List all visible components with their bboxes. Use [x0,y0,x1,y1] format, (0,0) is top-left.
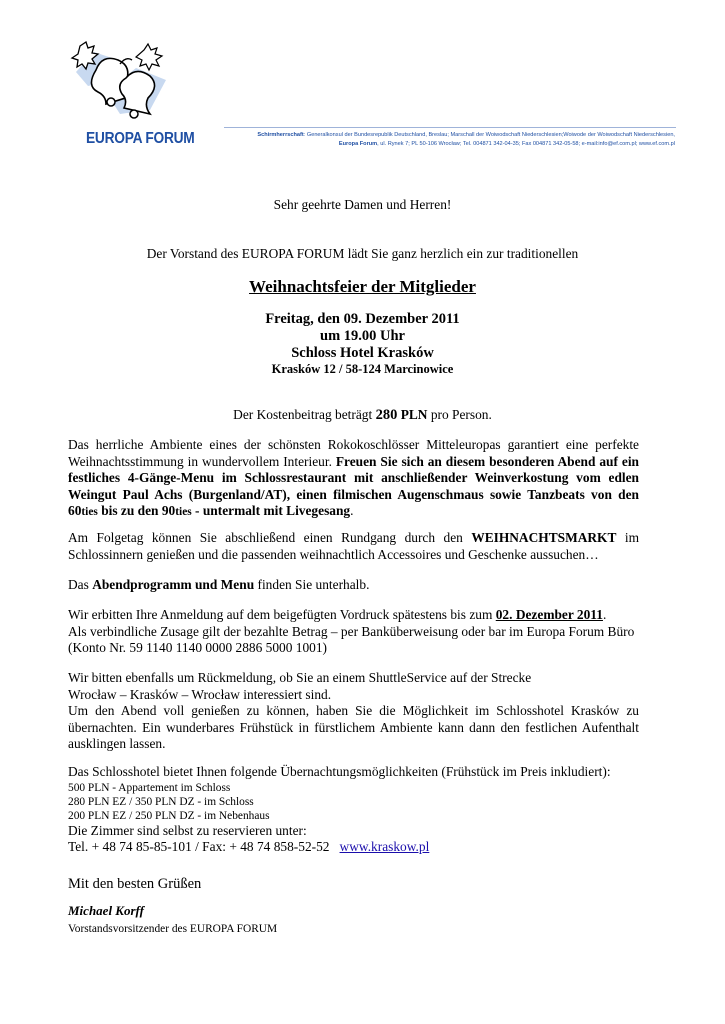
accommodation-option: 280 PLN EZ / 350 PLN DZ - im Schloss [68,795,254,808]
ambience-bold: Freuen Sie sich an diesem besonderen Abend auf ein festliches 4-Gänge-Menu im Schlossrestaurant mit anschließender Weinverkostung vom edlen Weingut Paul Achs (Burgenland/AT), einen filmischen Augenschmaus sowie Tanzbeats von den [68,453,639,502]
shuttle-line-1: Wir bitten ebenfalls um Rückmeldung, ob Sie an einem ShuttleService auf der Strecke [68,670,532,685]
program-after: finden Sie unterhalb. [254,577,370,592]
accommodation-option: 200 PLN EZ / 250 PLN DZ - im Nebenhaus [68,809,270,822]
program-bold: Abendprogramm und Menu [92,577,255,592]
header-address [205,140,675,149]
christmas-bells-icon [66,40,176,125]
market-before: Am Folgetag können Sie abschließend einen Rundgang durch den [68,530,472,545]
signature-name: Michael Korff [68,903,144,918]
address-text: , ul. Rynek 7; PL 50-106 Wrocław; Tel. 004871 342-04-35; Fax 004871 342-05-58; e-mail:info@ef.com.pl; www.ef.com.pl [377,141,675,147]
paragraph-shuttle [68,670,639,753]
registration-after: . [602,607,607,622]
patronage-text: : Generalkonsul der Bundesrepublik Deutschland, Breslau; Marschall der Woiwodschaft Niederschlesien;Woiwode der Woiwodschaft Niederschlesien, [303,132,675,138]
event-title: Weihnachtsfeier der Mitglieder [249,277,476,296]
header-divider [224,127,676,128]
registration-deadline: 02. Dezember 2011 [495,607,603,622]
ambience-90: 90 [161,503,176,518]
closing-greeting: Mit den besten Grüßen [68,876,202,892]
event-address: Krasków 12 / 58-124 Marcinowice [271,362,454,376]
registration-before: Wir erbitten Ihre Anmeldung auf dem beigefügten Vordruck spätestens bis zum [68,607,496,622]
signature-title: Vorstandsvorsitzender des EUROPA FORUM [68,923,278,935]
ambience-mid: bis zu den [97,503,162,518]
fee-after: pro Person. [427,407,492,422]
ambience-ties-2: ties [175,506,192,518]
accommodation-contact [68,839,639,856]
market-after: im Schlossinnern genießen und die passenden weihnachtlich Accessoires und Geschenke aussuchen… [68,530,639,562]
program-before: Das [68,577,93,592]
greeting: Sehr geehrte Damen und Herren! [273,197,452,212]
ambience-ties-1: ties [81,506,98,518]
ambience-60: 60 [68,503,82,518]
fee-currency: PLN [400,407,428,422]
paragraph-ambience [68,437,639,520]
registration-line-1 [68,607,639,624]
address-brand: Europa Forum [338,141,378,147]
event-date: Freitag, den 09. Dezember 2011 [265,311,460,327]
accommodation-reserve: Die Zimmer sind selbst zu reservieren unter: [68,822,307,838]
hotel-website-link[interactable]: www.kraskow.pl [339,839,430,854]
registration-line-2: Als verbindliche Zusage gilt der bezahlte Betrag – per Banküberweisung oder bar im Europa Forum Büro [68,623,635,639]
ambience-end: - untermalt mit Livegesang [191,503,351,518]
event-time: um 19.00 Uhr [320,328,405,344]
paragraph-program [68,577,639,594]
brand-name: EUROPA FORUM [86,130,195,147]
ambience-text: Das herrliche Ambiente eines der schönsten Rokokoschlösser Mitteleuropas garantiert eine perfekte Weihnachtsstimmung in wundervollem Interieur. [68,437,639,469]
fee-line [0,407,725,424]
contact-phone-fax: Tel. + 48 74 85-85-101 / Fax: + 48 74 858-52-52 [68,839,330,854]
accommodation-intro: Das Schlosshotel bietet Ihnen folgende Übernachtungsmöglichkeiten (Frühstück im Preis inkludiert): [68,764,611,779]
shuttle-overnight: Um den Abend voll genießen zu können, haben Sie die Möglichkeit im Schlosshotel Krasków zu übernachten. Ein wunderbares Frühstück in fürstlichem Ambiente kann dann den festlichen Aufenthalt ausklingen lassen. [68,703,639,751]
paragraph-accommodation [68,764,639,856]
intro-text: Der Vorstand des EUROPA FORUM lädt Sie ganz herzlich ein zur traditionellen [146,246,579,261]
paragraph-market [68,530,639,563]
fee-before: Der Kostenbeitrag beträgt [233,407,376,422]
registration-account: (Konto Nr. 59 1140 1140 0000 2886 5000 1001) [68,640,327,655]
accommodation-option: 500 PLN - Appartement im Schloss [68,781,231,794]
event-venue: Schloss Hotel Krasków [291,345,434,361]
ambience-period: . [350,503,354,518]
patronage-label: Schirmherrschaft [257,132,304,138]
header-patronage [205,131,675,140]
market-bold: WEIHNACHTSMARKT [471,530,617,545]
shuttle-line-2: Wrocław – Krasków – Wrocław interessiert sind. [68,686,332,702]
fee-amount: 280 [375,407,398,423]
paragraph-registration [68,607,639,657]
